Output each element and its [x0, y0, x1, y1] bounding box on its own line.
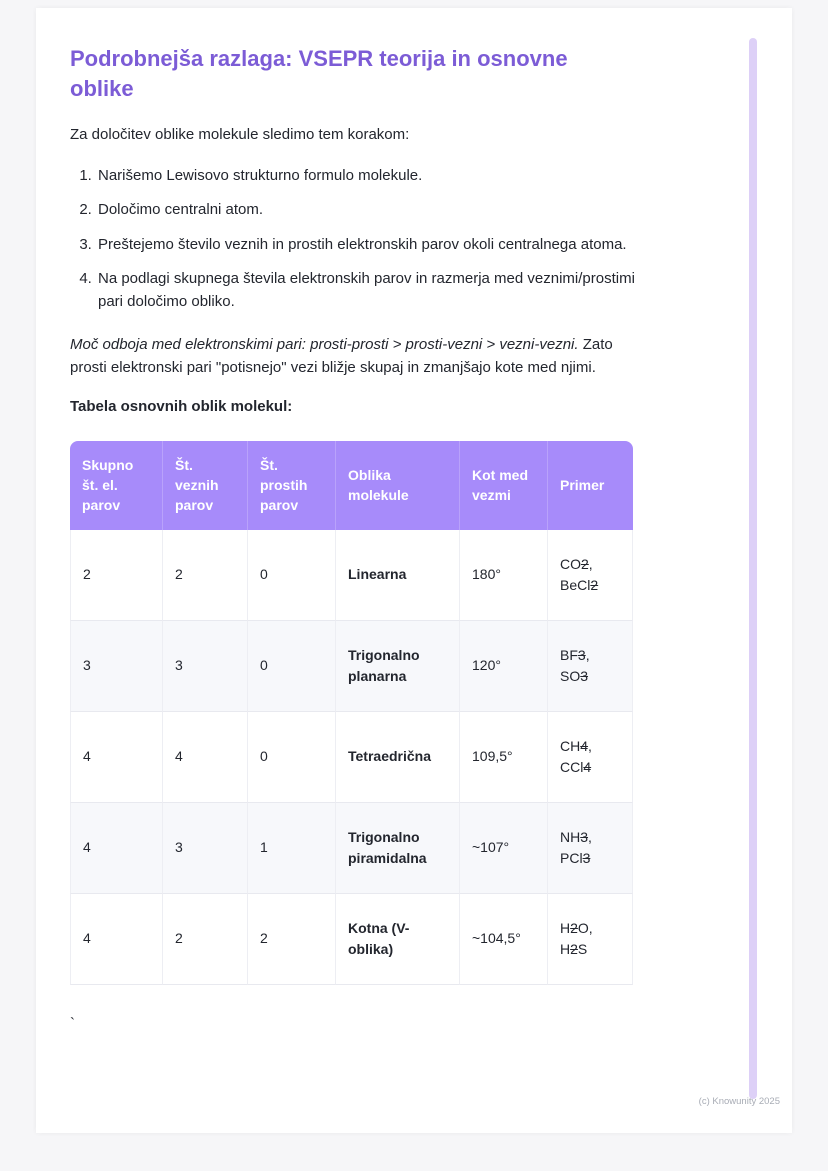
- formula-strike: 4: [580, 737, 589, 754]
- formula-text: CH: [560, 737, 581, 754]
- formula-text: ,: [585, 646, 590, 663]
- cell-shape: Trigonalno planarna: [336, 621, 460, 712]
- formula-strike: 3: [580, 667, 589, 684]
- cell-lone-pairs: 0: [248, 621, 336, 712]
- header-cell-lone-pairs: Št. prostih parov: [248, 441, 336, 530]
- formula-text: S: [577, 940, 588, 957]
- formula-text: CCl: [560, 758, 584, 775]
- formula-strike: 3: [580, 828, 589, 845]
- formula-text: SO: [560, 667, 581, 684]
- formula-text: ,: [588, 828, 592, 845]
- table-body: [70, 530, 633, 985]
- cell-bonding-pairs: 3: [163, 803, 248, 894]
- cell-total-pairs: 2: [70, 530, 163, 621]
- header-cell-bonding-pairs: Št. veznih parov: [163, 441, 248, 530]
- table-title: Tabela osnovnih oblik molekul:: [70, 397, 293, 415]
- formula-strike: 2: [570, 919, 578, 936]
- formula-strike: 2: [581, 555, 589, 572]
- cell-lone-pairs: 1: [248, 803, 336, 894]
- step-item-4: 4. Na podlagi skupnega števila elektronskih parov in razmerja med veznimi/prostimi pari določimo obliko.: [96, 268, 642, 313]
- cell-total-pairs: 4: [70, 712, 163, 803]
- step-item-2: 2. Določimo centralni atom.: [96, 199, 642, 222]
- cell-bonding-pairs: 3: [163, 621, 248, 712]
- cell-shape: Tetraedrična: [336, 712, 460, 803]
- step-item-3: 3. Preštejemo število veznih in prostih elektronskih parov okoli centralnega atoma.: [96, 234, 642, 257]
- cell-angle: 180°: [460, 530, 548, 621]
- copyright-notice: (c) Knowunity 2025: [698, 1096, 780, 1107]
- cell-examples: [548, 712, 633, 803]
- cell-shape: Trigonalno piramidalna: [336, 803, 460, 894]
- cell-total-pairs: 3: [70, 621, 163, 712]
- table-header: [70, 441, 633, 530]
- table-row: [70, 621, 633, 712]
- note-regular-text: Zato prosti elektronski pari "potisnejo" vezi bližje skupaj in zmanjšajo kote med njimi.: [70, 336, 613, 377]
- formula-text: PCl: [560, 849, 583, 866]
- formula-text: H: [560, 940, 571, 957]
- stray-character: `: [70, 1014, 75, 1032]
- cell-examples: [548, 530, 633, 621]
- cell-examples: [548, 803, 633, 894]
- formula-strike: 4: [583, 758, 592, 775]
- cell-angle: ~107°: [460, 803, 548, 894]
- page-title: Podrobnejša razlaga: VSEPR teorija in osnovne oblike: [70, 46, 568, 101]
- formula-text: BeCl: [560, 576, 591, 593]
- cell-bonding-pairs: 4: [163, 712, 248, 803]
- cell-lone-pairs: 2: [248, 894, 336, 985]
- scrollbar-thumb[interactable]: [749, 38, 757, 1099]
- cell-total-pairs: 4: [70, 803, 163, 894]
- note-paragraph: [70, 333, 642, 380]
- header-cell-total-pairs: Skupno št. el. parov: [70, 441, 163, 530]
- intro-paragraph: Za določitev oblike molekule sledimo tem korakom:: [70, 126, 410, 144]
- cell-examples: [548, 894, 633, 985]
- header-cell-angle: Kot med vezmi: [460, 441, 548, 530]
- formula-text: ,: [588, 737, 592, 754]
- formula-text: ,: [588, 555, 593, 572]
- header-cell-shape: Oblika molekule: [336, 441, 460, 530]
- molecule-shapes-table: [70, 441, 633, 985]
- document-content: [70, 44, 642, 1032]
- table-row: [70, 803, 633, 894]
- cell-bonding-pairs: 2: [163, 530, 248, 621]
- cell-lone-pairs: 0: [248, 530, 336, 621]
- cell-bonding-pairs: 2: [163, 894, 248, 985]
- step-item-1: 1. Narišemo Lewisovo strukturno formulo molekule.: [96, 165, 642, 188]
- table-row: [70, 530, 633, 621]
- cell-shape: Linearna: [336, 530, 460, 621]
- formula-text: H: [560, 919, 571, 936]
- note-italic-text: Moč odboja med elektronskimi pari: prosti-prosti > prosti-vezni > vezni-vezni.: [70, 336, 579, 354]
- document-card: [36, 8, 792, 1133]
- formula-strike: 2: [590, 576, 599, 593]
- cell-total-pairs: 4: [70, 894, 163, 985]
- formula-text: O,: [577, 919, 593, 936]
- table-row: [70, 894, 633, 985]
- formula-text: CO: [560, 555, 581, 572]
- cell-angle: 120°: [460, 621, 548, 712]
- cell-angle: ~104,5°: [460, 894, 548, 985]
- formula-strike: 2: [570, 940, 578, 957]
- header-cell-example: Primer: [548, 441, 633, 530]
- cell-angle: 109,5°: [460, 712, 548, 803]
- cell-examples: [548, 621, 633, 712]
- formula-strike: 3: [577, 646, 586, 663]
- cell-shape: Kotna (V-oblika): [336, 894, 460, 985]
- steps-list: [70, 165, 642, 314]
- formula-text: BF: [560, 646, 578, 663]
- cell-lone-pairs: 0: [248, 712, 336, 803]
- formula-text: NH: [560, 828, 581, 845]
- formula-strike: 3: [582, 849, 591, 866]
- table-row: [70, 712, 633, 803]
- header-row: [70, 441, 633, 530]
